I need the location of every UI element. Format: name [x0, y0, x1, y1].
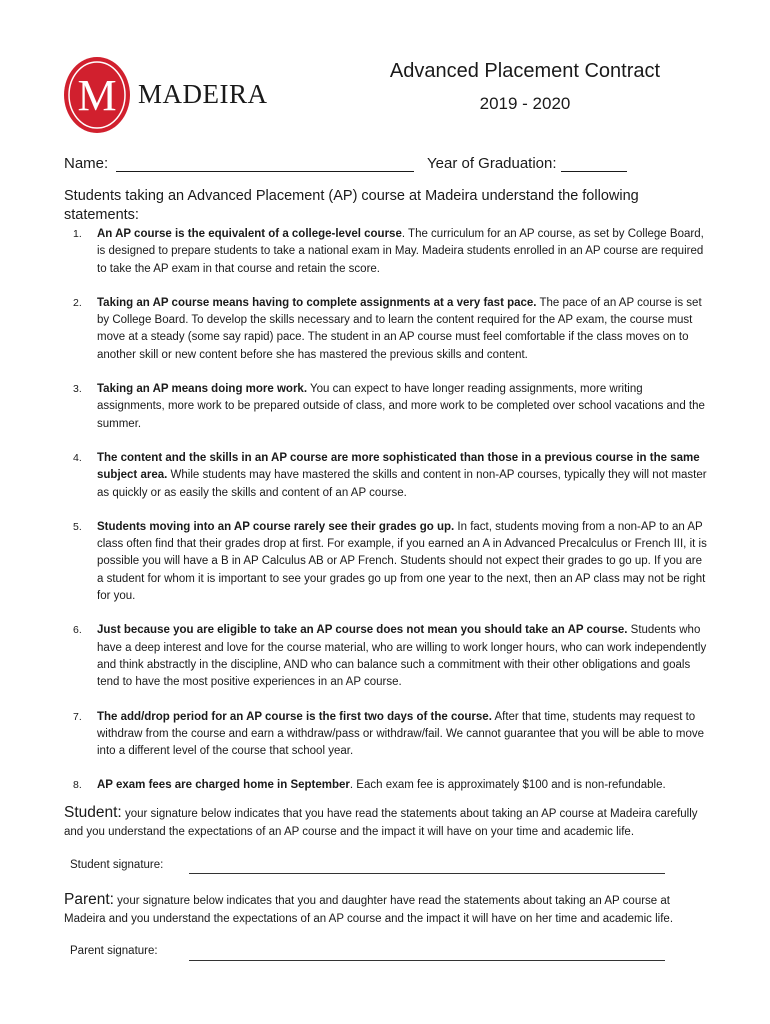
statement-item [64, 295, 710, 364]
statement-heading: Taking an AP means doing more work. [97, 383, 308, 396]
statement-number: 1. [73, 228, 82, 240]
parent-statement [64, 891, 710, 928]
statement-text: In fact, students moving from a non-AP to an AP class often find that their grades drop at first. For example, if you earned an A in Advanced Precalculus or French III, it is possible you will have a B in AP Calculus AB or AP French. Students should not expect their grades to go up. If you are a student for whom it is important to see your grades go up from one year to the next, then an AP class may not be right for you. [97, 520, 707, 603]
intro-statement: Students taking an Advanced Placement (AP) course at Madeira understand the following statements: [64, 188, 639, 223]
madeira-seal-icon [62, 55, 132, 135]
statement-item [64, 226, 710, 278]
statement-item [64, 709, 710, 761]
statement-number: 5. [73, 520, 82, 533]
graduation-field-row [427, 155, 627, 172]
school-year: 2019 - 2020 [479, 94, 571, 113]
parent-heading: Parent: [64, 891, 114, 908]
graduation-label: Year of Graduation: [427, 155, 557, 172]
statement-number: 8. [73, 779, 82, 792]
student-heading: Student: [64, 804, 122, 821]
statements-list [64, 226, 710, 812]
statement-number: 4. [73, 451, 82, 464]
statement-number: 6. [73, 624, 82, 637]
statement-heading: Students moving into an AP course rarely see their grades go up. [97, 520, 455, 533]
name-field-row [64, 155, 414, 172]
parent-signature-line[interactable] [189, 960, 665, 961]
statement-text: After that time, students may request to withdraw from the course and earn a withdraw/pass or withdraw/fail. We cannot guarantee that you will be able to move into a different level of the course that school year. [97, 710, 705, 758]
statement-text: . Each exam fee is approximately $100 and is non-refundable. [349, 779, 666, 792]
statement-number: 3. [73, 383, 82, 396]
statement-text: While students may have mastered the skills and content in non-AP courses, typically they will not master as quickly or as easily the skills and content of an AP course. [97, 469, 707, 499]
student-signature-label: Student signature: [70, 859, 164, 871]
name-label: Name: [64, 155, 109, 172]
statement-heading: The add/drop period for an AP course is the first two days of the course. [97, 710, 492, 723]
statement-text: The pace of an AP course is set by College Board. To develop the skills necessary and to learn the content required for the AP exam, the course must move at a steady (some say rapid) pace. The student in an AP course must feel comfortable if the class moves on to another skill or new content before she has mastered the previous skills and content. [97, 296, 702, 361]
statement-number: 2. [73, 296, 82, 309]
student-statement [64, 804, 710, 841]
statement-heading: Taking an AP course means having to complete assignments at a very fast pace. [97, 296, 537, 309]
student-text: your signature below indicates that you have read the statements about taking an AP course at Madeira carefully and you understand the expectations of an AP course and the impact it will have on your time and academic life. [64, 808, 698, 838]
name-input-line[interactable] [116, 157, 414, 172]
parent-signature-label: Parent signature: [70, 945, 158, 957]
statement-text: You can expect to have longer reading assignments, more writing assignments, more work to be prepared outside of class, and more work to be completed over school vacations and the summer. [97, 383, 705, 430]
graduation-input-line[interactable] [561, 157, 627, 172]
statement-item [64, 450, 710, 502]
statement-item [64, 777, 710, 794]
page-title: Advanced Placement Contract [389, 60, 661, 82]
statement-item [64, 381, 710, 433]
statement-item [64, 622, 710, 691]
statement-text: Students who have a deep interest and love for the course material, who are willing to work longer hours, who can work independently and think abstractly in the discipline, AND who can balance such a commitment with their other obligations and goals tend to have the most positive experiences in an AP course. [97, 624, 707, 689]
statement-item [64, 519, 710, 605]
student-signature-line[interactable] [189, 873, 665, 874]
statement-heading: The content and the skills in an AP course are more sophisticated than those in a previous course in the same subject area. [97, 451, 700, 482]
statement-text: . The curriculum for an AP course, as set by College Board, is designed to prepare students to take a national exam in May. Madeira students enrolled in an AP course are required to take the AP exam in that course and retain the score. [97, 228, 704, 275]
statement-heading: AP exam fees are charged home in September [97, 779, 350, 792]
parent-text: your signature below indicates that you and daughter have read the statements about taking an AP course at Madeira and you understand the expectations of an AP course and the impact it will have on her time and academic life. [64, 895, 674, 925]
logo-letter: M [77, 71, 117, 120]
statement-heading: An AP course is the equivalent of a college-level course [97, 228, 402, 240]
statement-heading: Just because you are eligible to take an AP course does not mean you should take an AP course. [97, 624, 628, 637]
madeira-logo [62, 55, 292, 135]
statement-number: 7. [73, 710, 82, 723]
logo-wordmark: MADEIRA [138, 79, 268, 109]
